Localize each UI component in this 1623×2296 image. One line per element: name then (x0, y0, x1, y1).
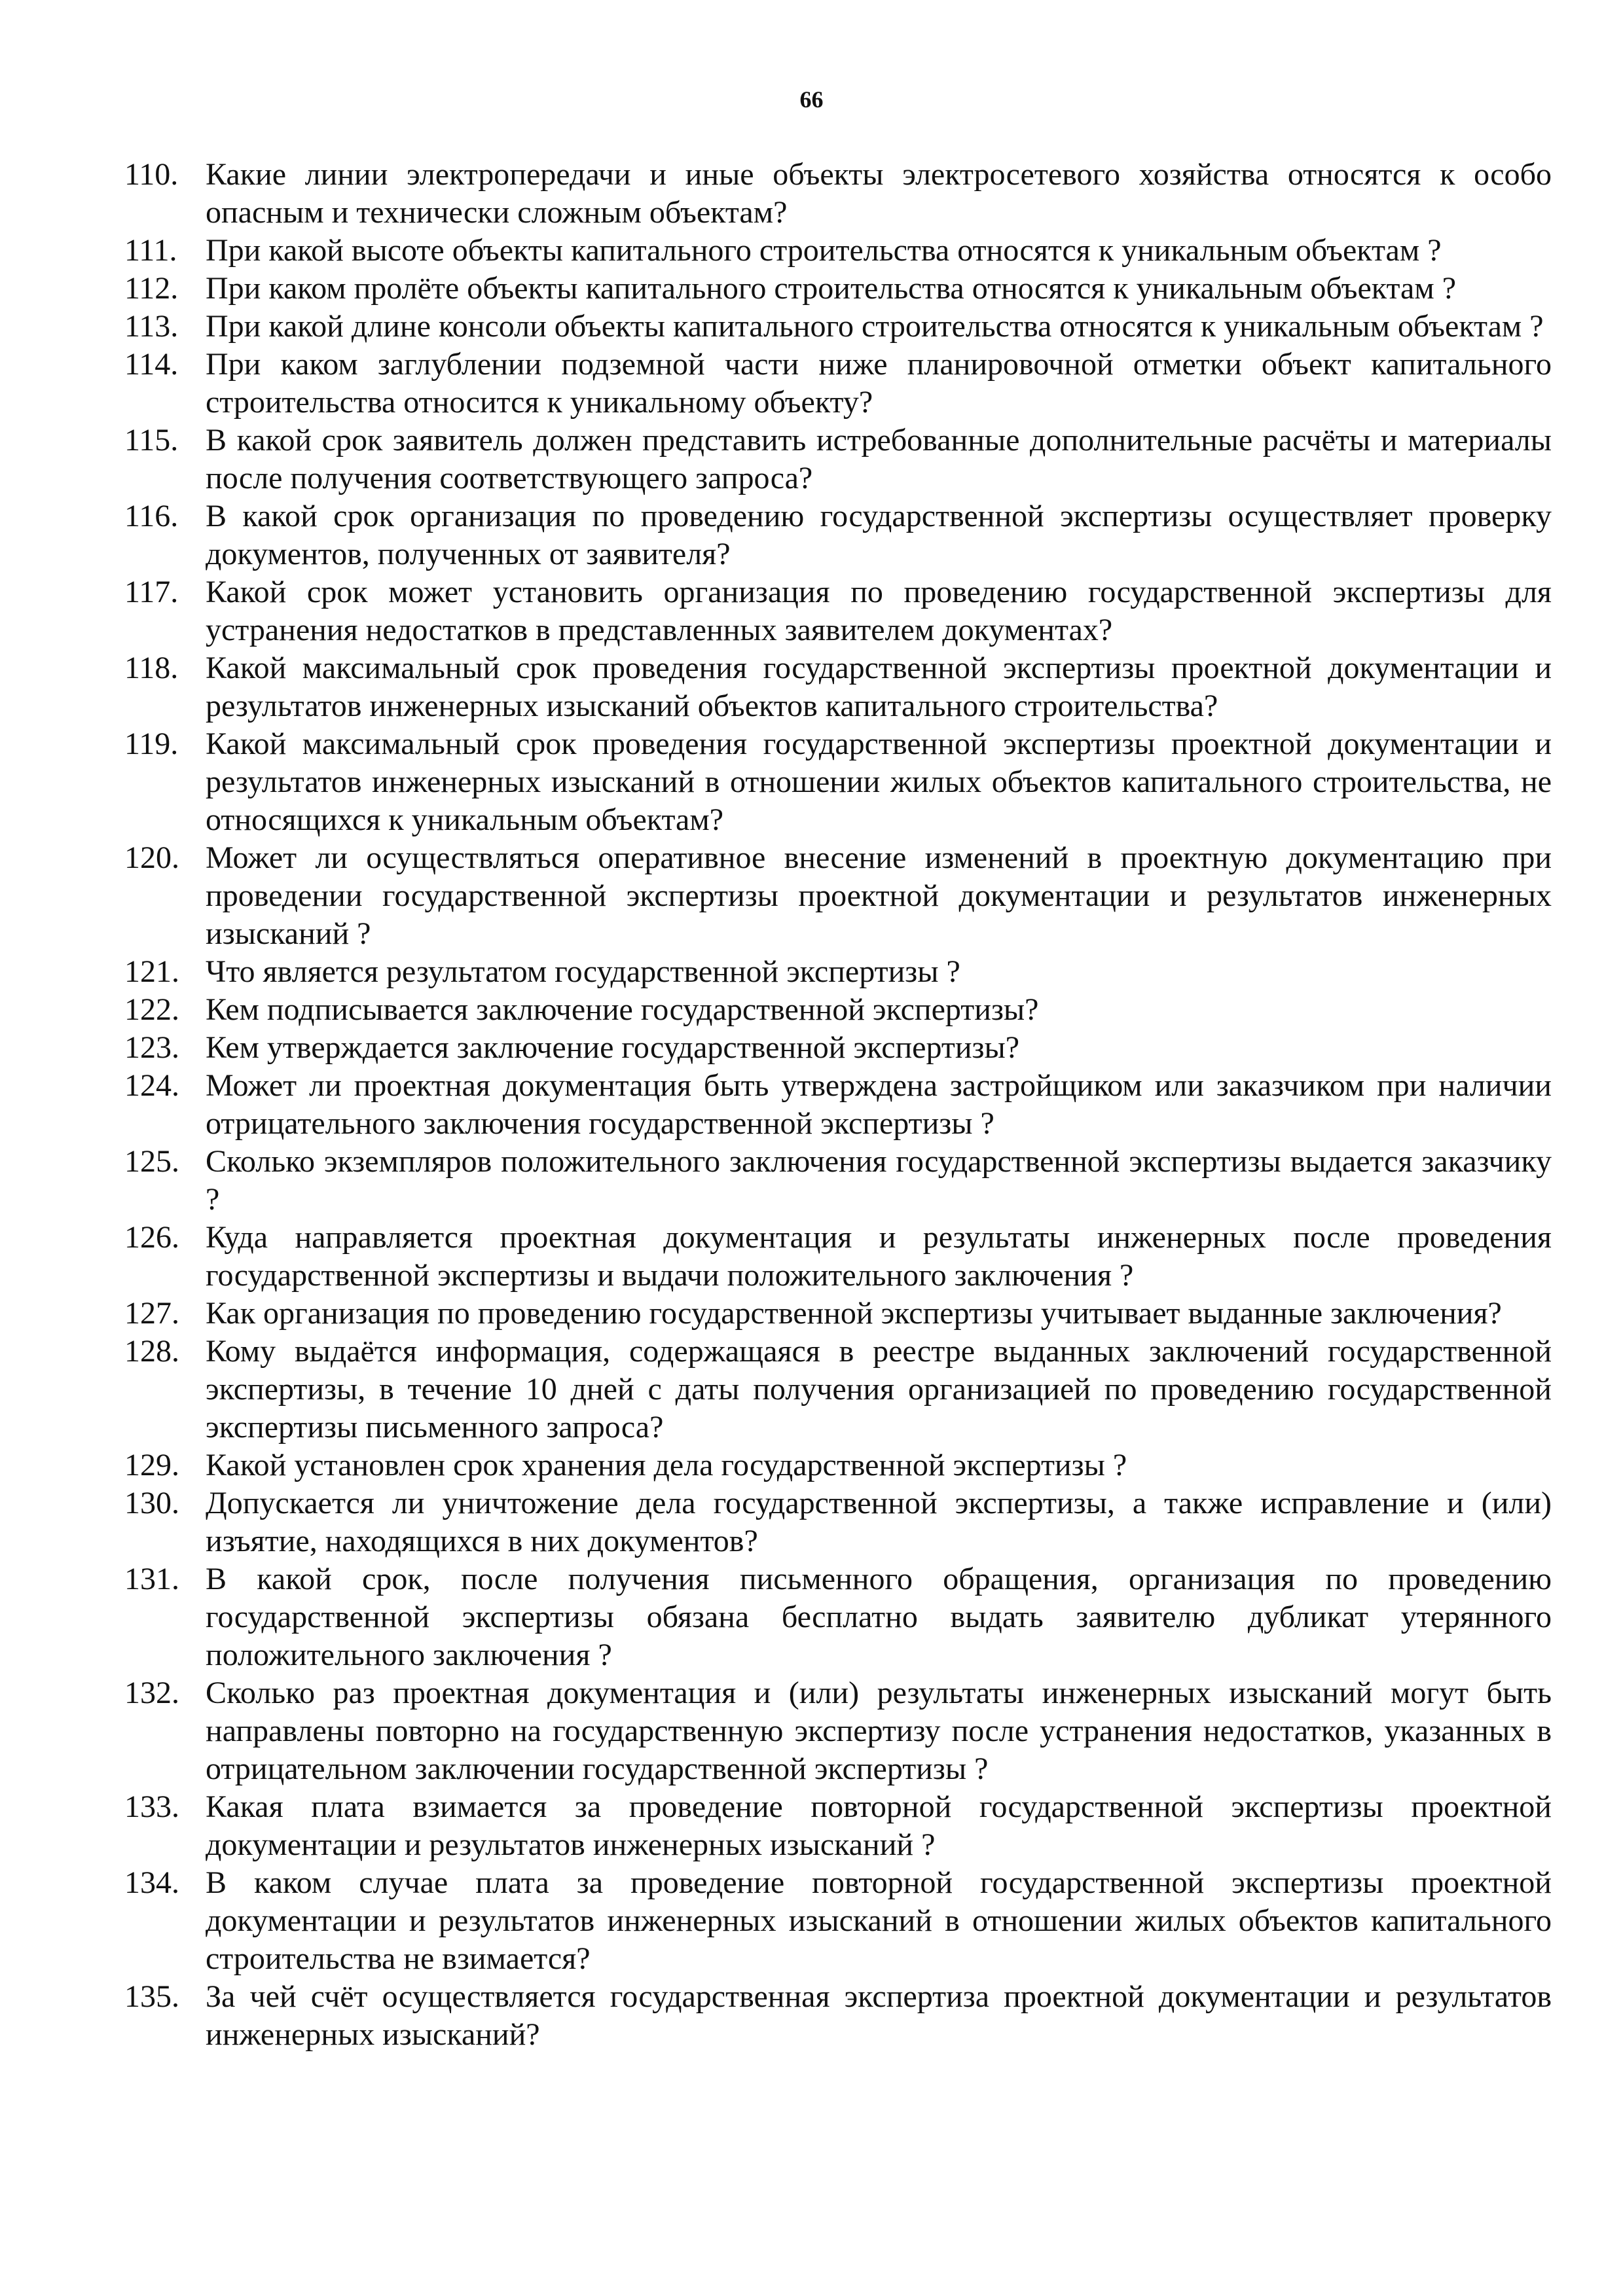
question-text: При какой высоте объекты капитального строительства относятся к уникальным объектам ? (206, 233, 1442, 268)
question-text: Что является результатом государственной экспертизы ? (206, 954, 960, 989)
question-text: Какая плата взимается за проведение повторной государственной экспертизы проектной документации и результатов инженерных изысканий ? (206, 1789, 1552, 1862)
question-number: 135. (124, 1979, 179, 2014)
question-text: Как организация по проведению государственной экспертизы учитывает выданные заключения? (206, 1296, 1502, 1331)
question-number: 130. (124, 1486, 179, 1520)
question-text: Может ли осуществляться оперативное внесение изменений в проектную документацию при проведении государственной экспертизы проектной документации и результатов инженерных изысканий ? (206, 840, 1552, 951)
question-item (124, 1219, 1552, 1295)
question-item (124, 422, 1552, 497)
question-number: 122. (124, 992, 179, 1027)
question-item (124, 991, 1552, 1029)
question-text: В каком случае плата за проведение повторной государственной экспертизы проектной документации и результатов инженерных изысканий в отношении жилых объектов капитального строительства не взимается? (206, 1865, 1552, 1976)
question-number: 124. (124, 1068, 179, 1103)
question-number: 117. (124, 575, 179, 609)
question-item (124, 573, 1552, 649)
question-number: 132. (124, 1676, 179, 1710)
question-item (124, 1560, 1552, 1674)
question-item (124, 308, 1552, 346)
question-text: При какой длине консоли объекты капитального строительства относятся к уникальным объектам ? (206, 309, 1544, 344)
question-item (124, 232, 1552, 270)
question-number: 110. (124, 157, 179, 192)
question-text: Какой установлен срок хранения дела государственной экспертизы ? (206, 1448, 1127, 1482)
question-number: 125. (124, 1144, 179, 1179)
question-text: В какой срок заявитель должен представить истребованные дополнительные расчёты и материалы после получения соответствующего запроса? (206, 423, 1552, 495)
question-text: Какие линии электропередачи и иные объекты электросетевого хозяйства относятся к особо опасным и технически сложным объектам? (206, 157, 1552, 230)
question-list (124, 156, 1552, 2054)
question-text: В какой срок, после получения письменного обращения, организация по проведению государственной экспертизы обязана бесплатно выдать заявителю дубликат утерянного положительного заключения ? (206, 1562, 1552, 1672)
question-number: 123. (124, 1030, 179, 1065)
question-text: Сколько раз проектная документация и (или) результаты инженерных изысканий могут быть направлены повторно на государственную экспертизу после устранения недостатков, указанных в отрицательном заключении государственной экспертизы ? (206, 1676, 1552, 1786)
question-text: При каком пролёте объекты капитального строительства относятся к уникальным объектам ? (206, 271, 1457, 306)
question-item (124, 1864, 1552, 1978)
question-number: 115. (124, 423, 179, 457)
question-item (124, 1446, 1552, 1484)
question-item (124, 1029, 1552, 1067)
question-number: 133. (124, 1789, 179, 1824)
question-item (124, 1333, 1552, 1446)
question-text: Куда направляется проектная документация и результаты инженерных после проведения государственной экспертизы и выдачи положительного заключения ? (206, 1220, 1552, 1293)
question-item (124, 1788, 1552, 1864)
question-text: В какой срок организация по проведению государственной экспертизы осуществляет проверку документов, полученных от заявителя? (206, 499, 1552, 571)
question-text: Может ли проектная документация быть утверждена застройщиком или заказчиком при наличии отрицательного заключения государственной экспертизы ? (206, 1068, 1552, 1141)
question-number: 129. (124, 1448, 179, 1482)
question-item (124, 839, 1552, 953)
question-number: 118. (124, 651, 179, 685)
question-text: Какой максимальный срок проведения государственной экспертизы проектной документации и результатов инженерных изысканий объектов капитального строительства? (206, 651, 1552, 723)
question-item (124, 1143, 1552, 1219)
question-text: При каком заглублении подземной части ниже планировочной отметки объект капитального строительства относится к уникальному объекту? (206, 347, 1552, 420)
question-text: За чей счёт осуществляется государственная экспертиза проектной документации и результатов инженерных изысканий? (206, 1979, 1552, 2052)
page-number: 66 (799, 86, 824, 113)
question-number: 119. (124, 726, 179, 761)
question-item (124, 1978, 1552, 2054)
question-text: Кем утверждается заключение государственной экспертизы? (206, 1030, 1020, 1065)
question-item (124, 953, 1552, 991)
question-item (124, 346, 1552, 422)
question-item (124, 1295, 1552, 1333)
question-text: Сколько экземпляров положительного заключения государственной экспертизы выдается заказчику ? (206, 1144, 1552, 1217)
question-number: 114. (124, 347, 179, 382)
question-item (124, 497, 1552, 573)
question-item (124, 156, 1552, 232)
question-text: Кому выдаётся информация, содержащаяся в реестре выданных заключений государственной экспертизы, в течение 10 дней с даты получения организацией по проведению государственной экспертизы письменного запроса? (206, 1334, 1552, 1444)
question-item (124, 725, 1552, 839)
question-item (124, 649, 1552, 725)
question-text: Какой максимальный срок проведения государственной экспертизы проектной документации и результатов инженерных изысканий в отношении жилых объектов капитального строительства, не относящихся к уникальным объектам? (206, 726, 1552, 837)
question-number: 111. (124, 233, 177, 268)
question-item (124, 1067, 1552, 1143)
question-number: 116. (124, 499, 179, 533)
question-item (124, 1674, 1552, 1788)
question-number: 112. (124, 271, 179, 306)
question-number: 131. (124, 1562, 179, 1596)
question-item (124, 1484, 1552, 1560)
question-number: 128. (124, 1334, 179, 1369)
question-item (124, 270, 1552, 308)
question-text: Какой срок может установить организация по проведению государственной экспертизы для устранения недостатков в представленных заявителем документах? (206, 575, 1552, 647)
question-number: 134. (124, 1865, 179, 1900)
question-number: 113. (124, 309, 179, 344)
question-number: 127. (124, 1296, 179, 1331)
question-number: 126. (124, 1220, 179, 1255)
question-text: Кем подписывается заключение государственной экспертизы? (206, 992, 1039, 1027)
question-number: 120. (124, 840, 179, 875)
question-text: Допускается ли уничтожение дела государственной экспертизы, а также исправление и (или) изъятие, находящихся в них документов? (206, 1486, 1552, 1558)
question-number: 121. (124, 954, 179, 989)
